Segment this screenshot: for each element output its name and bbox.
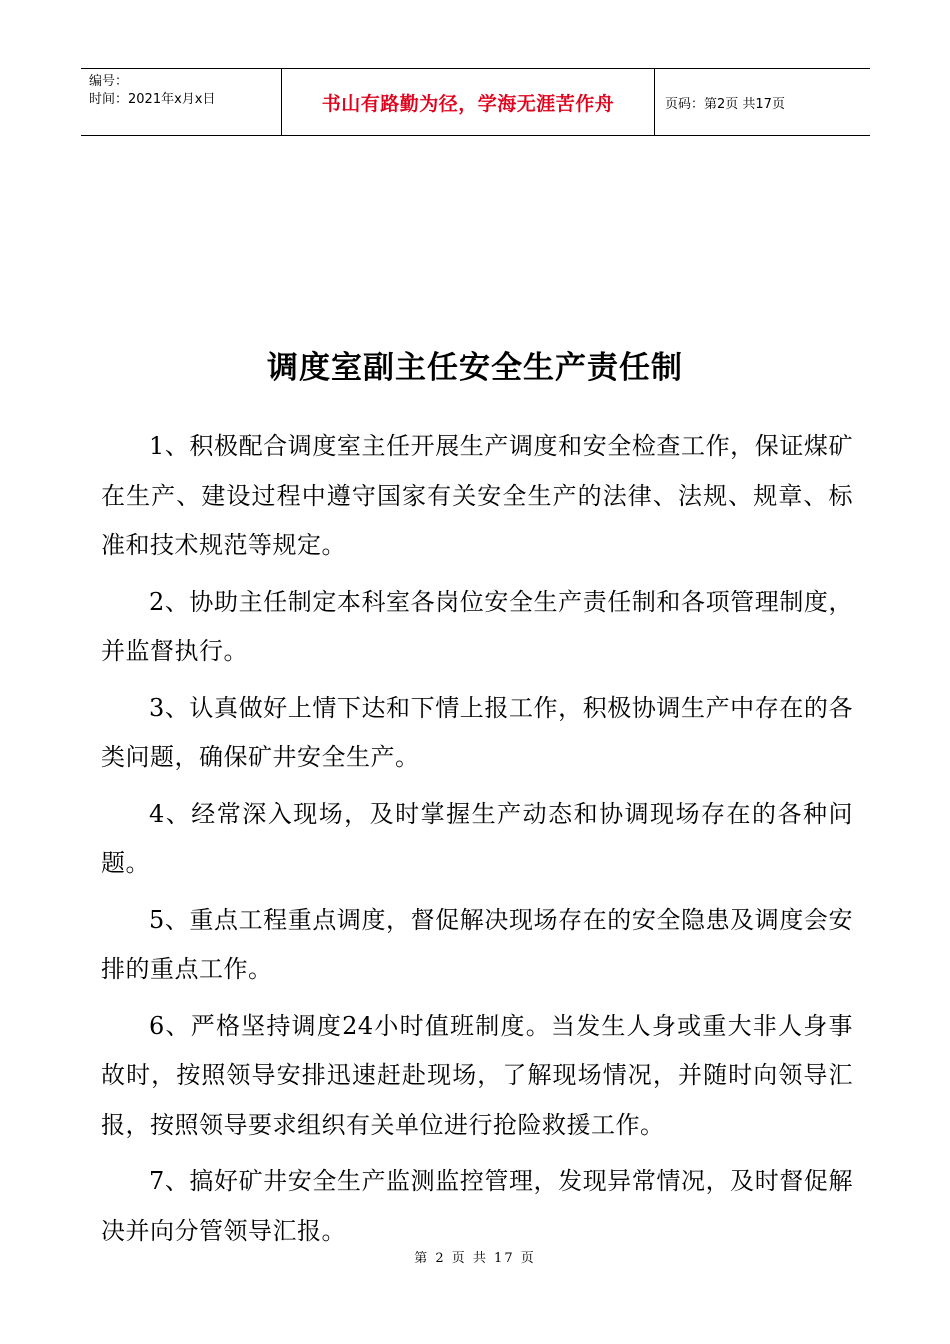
paragraph-1: 1、积极配合调度室主任开展生产调度和安全检查工作，保证煤矿在生产、建设过程中遵守国家有关安全生产的法律、法规、规章、标准和技术规范等规定。 xyxy=(101,432,853,559)
document-body xyxy=(101,422,853,1263)
time-label: 时间：2021年x月x日 xyxy=(89,92,216,107)
motto-text: 书山有路勤为径，学海无涯苦作舟 xyxy=(321,92,615,115)
header-motto-cell xyxy=(282,69,655,135)
number-label: 编号： xyxy=(89,74,129,89)
paragraph-2: 2、协助主任制定本科室各岗位安全生产责任制和各项管理制度，并监督执行。 xyxy=(101,587,853,665)
document-title: 调度室副主任安全生产责任制 xyxy=(267,350,683,386)
header-meta xyxy=(81,69,282,135)
paragraph-7: 7、搞好矿井安全生产监测监控管理，发现异常情况，及时督促解决并向分管领导汇报。 xyxy=(101,1167,853,1245)
paragraph-6: 6、严格坚持调度24小时值班制度。当发生人身或重大非人身事故时，按照领导安排迅速赶赴现场，了解现场情况，并随时向领导汇报，按照领导要求组织有关单位进行抢险救援工作。 xyxy=(101,1011,853,1139)
paragraph-3: 3、认真做好上情下达和下情上报工作，积极协调生产中存在的各类问题，确保矿井安全生产。 xyxy=(101,693,853,771)
page-footer: 第 2 页 共 17 页 xyxy=(414,1251,536,1266)
paragraph-4: 4、经常深入现场，及时掌握生产动态和协调现场存在的各种问题。 xyxy=(101,799,853,877)
paragraph-5: 5、重点工程重点调度，督促解决现场存在的安全隐患及调度会安排的重点工作。 xyxy=(101,905,853,983)
document-header xyxy=(81,68,870,136)
header-page-info xyxy=(655,69,870,135)
page-info-text: 页码：第2页 共17页 xyxy=(665,96,785,112)
